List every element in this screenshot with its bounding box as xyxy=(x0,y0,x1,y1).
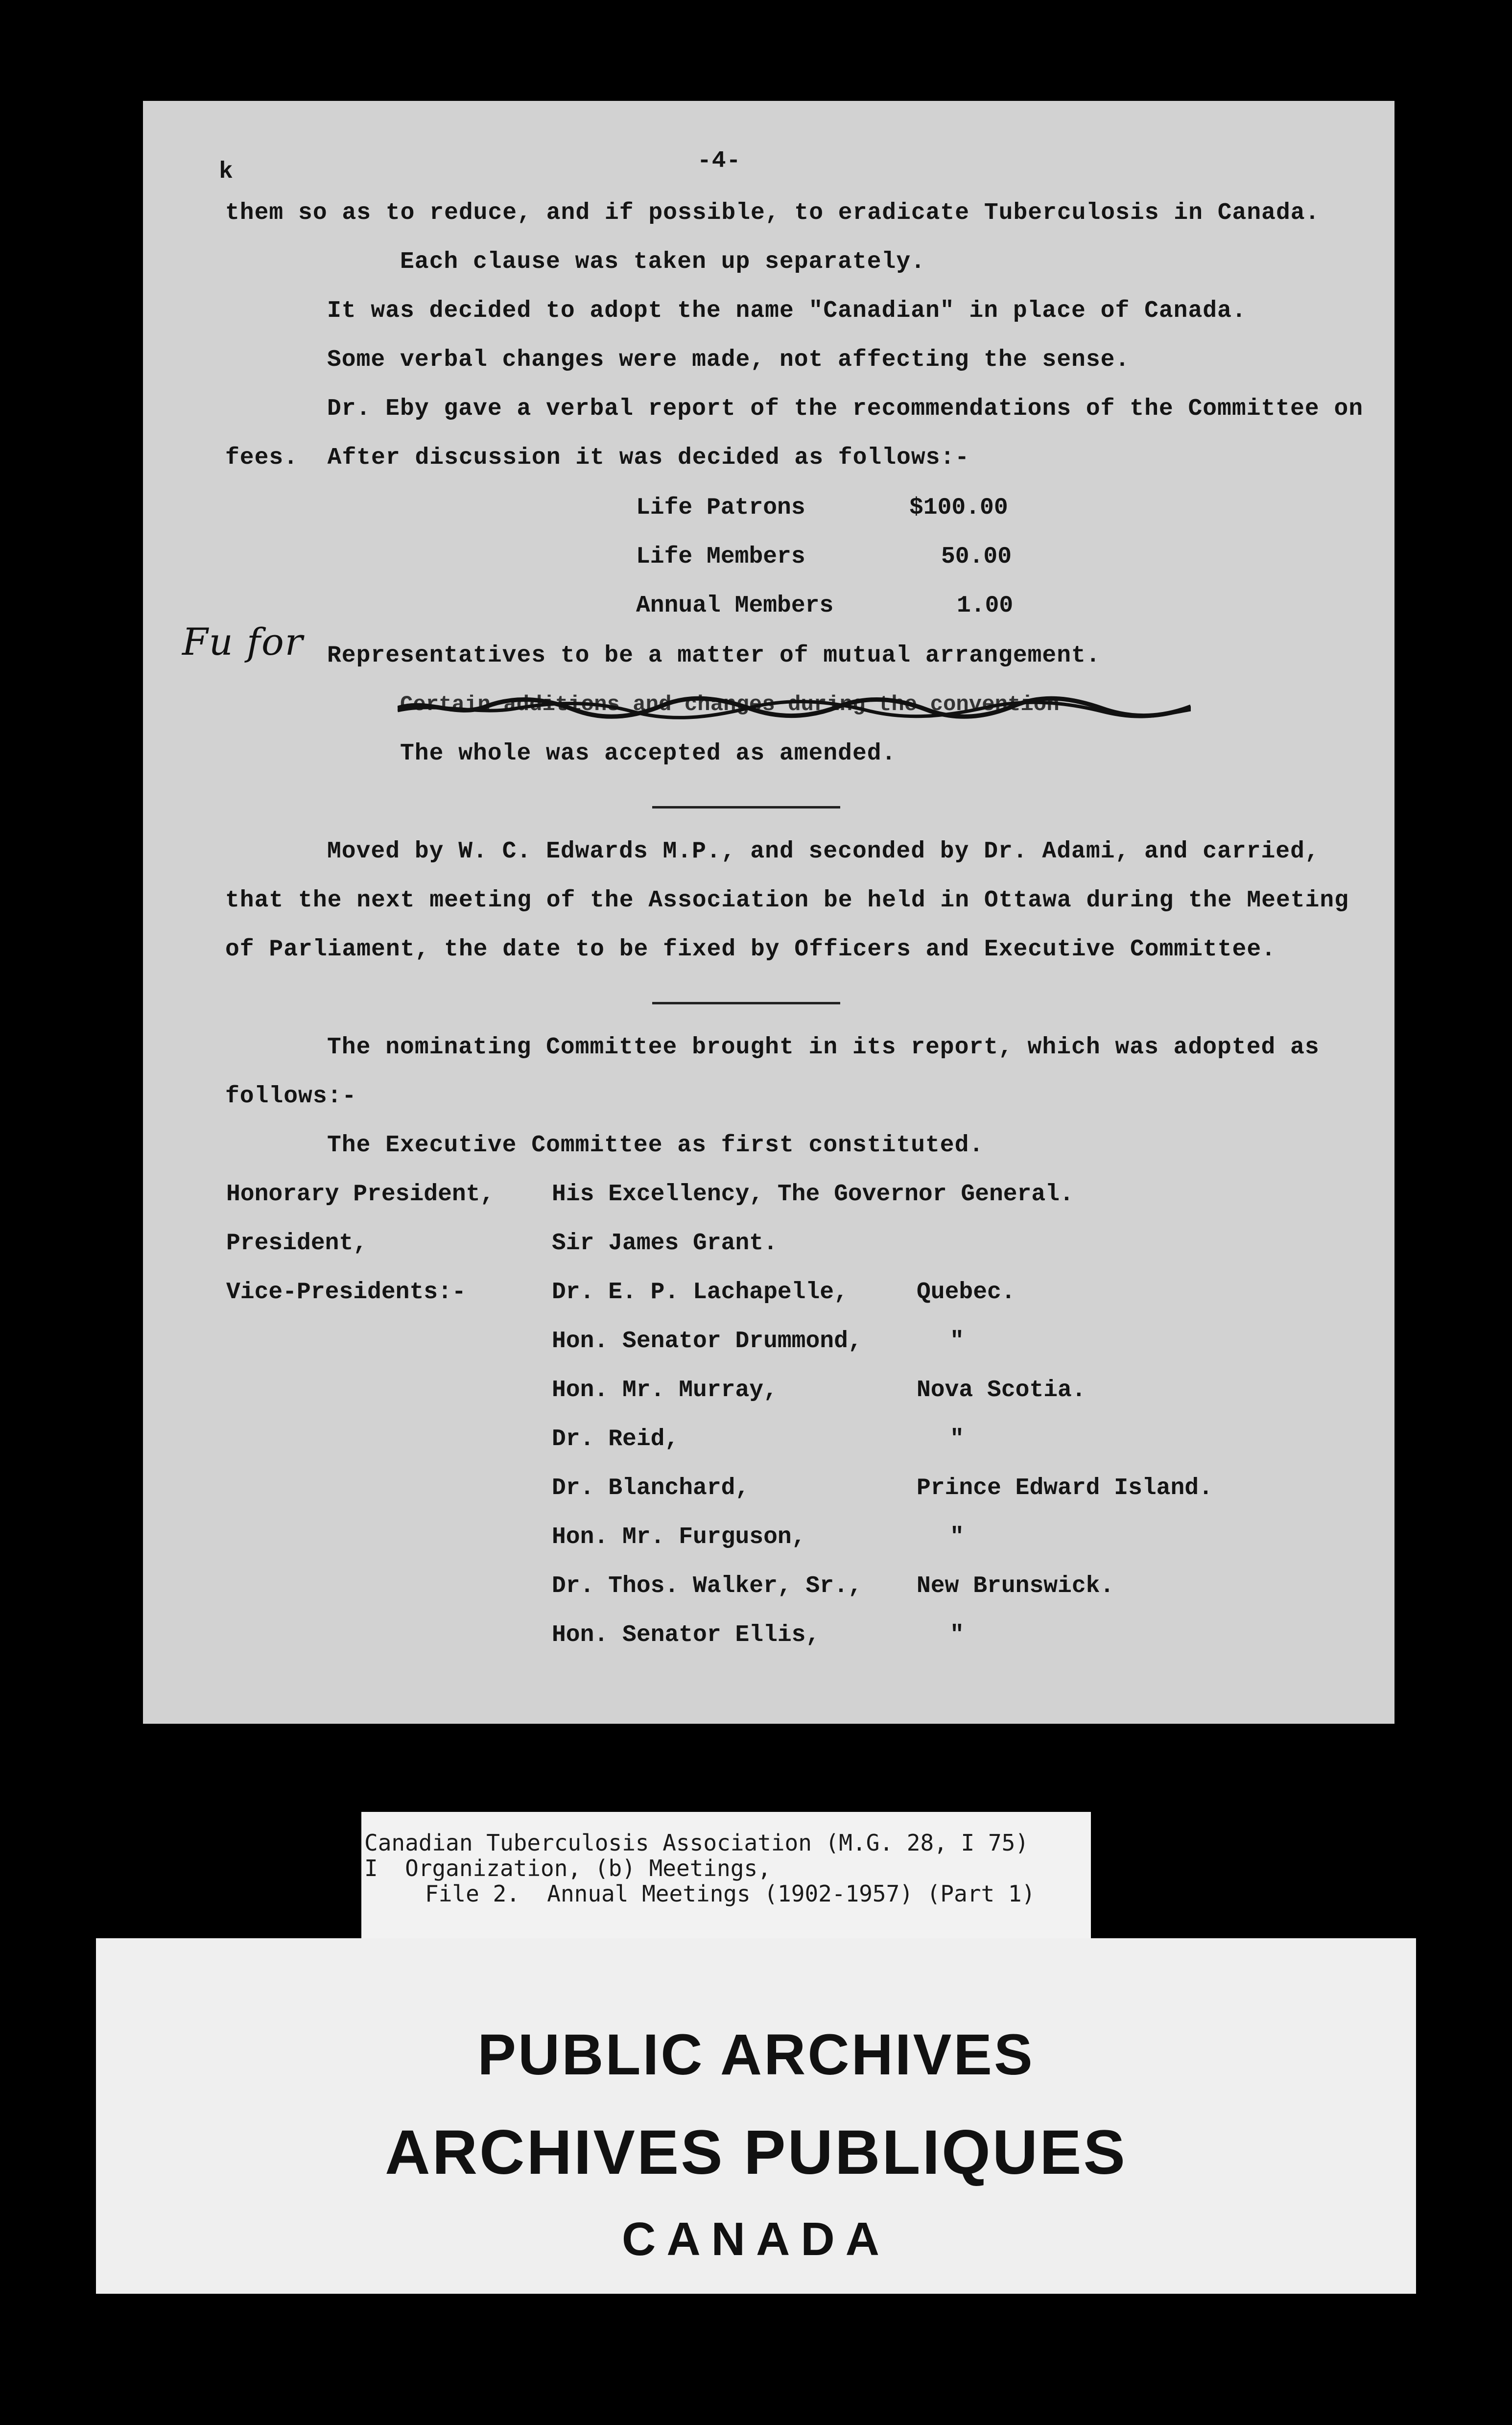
page-number: -4- xyxy=(697,148,741,174)
section-divider-2 xyxy=(652,1002,840,1004)
text-line-1: them so as to reduce, and if possible, to eradicate Tuberculosis in Canada. xyxy=(225,200,1320,226)
fee-amount-annual-members: 1.00 xyxy=(957,593,1014,619)
struck-out-line: Certain additions and changes during the convention xyxy=(400,692,1060,717)
officer-title: President, xyxy=(226,1230,368,1257)
nominating-line-1: The nominating Committee brought in its report, which was adopted as xyxy=(327,1034,1320,1061)
accepted-line: The whole was accepted as amended. xyxy=(400,740,897,767)
officer-name: Dr. Thos. Walker, Sr., xyxy=(552,1573,862,1599)
catalog-line-1: Canadian Tuberculosis Association (M.G. 28, I 75) xyxy=(364,1830,1029,1856)
text-line-4: Some verbal changes were made, not affecting the sense. xyxy=(327,347,1130,373)
corner-mark: k xyxy=(219,159,234,185)
motion-line-1: Moved by W. C. Edwards M.P., and seconded by Dr. Adami, and carried, xyxy=(327,838,1320,865)
officer-name: His Excellency, The Governor General. xyxy=(552,1181,1074,1208)
motion-line-2: that the next meeting of the Association be held in Ottawa during the Meeting xyxy=(225,887,1349,914)
officer-name: Dr. Blanchard, xyxy=(552,1475,750,1501)
officer-province: Quebec. xyxy=(917,1279,1016,1306)
fee-label-life-patrons: Life Patrons xyxy=(636,495,805,521)
representatives-line: Representatives to be a matter of mutual arrangement. xyxy=(327,642,1101,669)
text-line-6: fees. After discussion it was decided as follows:- xyxy=(225,445,970,471)
ditto-mark: " xyxy=(950,1328,964,1355)
text-line-5: Dr. Eby gave a verbal report of the recommendations of the Committee on xyxy=(327,396,1364,422)
fee-label-life-members: Life Members xyxy=(636,544,805,570)
ditto-mark: " xyxy=(950,1426,964,1452)
ditto-mark: " xyxy=(950,1622,964,1648)
text-line-3: It was decided to adopt the name "Canadian" in place of Canada. xyxy=(327,298,1247,324)
fee-label-annual-members: Annual Members xyxy=(636,593,834,619)
motion-line-3: of Parliament, the date to be fixed by Officers and Executive Committee. xyxy=(225,936,1276,963)
officer-name: Hon. Mr. Murray, xyxy=(552,1377,778,1403)
officer-name: Hon. Mr. Furguson, xyxy=(552,1524,806,1550)
officer-province: New Brunswick. xyxy=(917,1573,1114,1599)
banner-public-archives: PUBLIC ARCHIVES xyxy=(477,2022,1035,2087)
section-divider-1 xyxy=(652,806,840,808)
catalog-reference-label xyxy=(361,1812,1091,1940)
officer-title: Honorary President, xyxy=(226,1181,495,1208)
fee-amount-life-members: 50.00 xyxy=(941,544,1012,570)
officer-title: Vice-Presidents:- xyxy=(226,1279,466,1306)
scanned-document-page xyxy=(143,101,1394,1724)
text-line-2: Each clause was taken up separately. xyxy=(400,249,925,275)
officer-name: Dr. Reid, xyxy=(552,1426,679,1452)
fee-amount-life-patrons: $100.00 xyxy=(909,495,1008,521)
catalog-line-2: I Organization, (b) Meetings, xyxy=(364,1855,771,1881)
nominating-line-2: follows:- xyxy=(225,1083,357,1110)
officer-name: Hon. Senator Drummond, xyxy=(552,1328,862,1355)
officer-name: Sir James Grant. xyxy=(552,1230,778,1257)
officer-name: Hon. Senator Ellis, xyxy=(552,1622,820,1648)
strikethrough-scribble xyxy=(398,696,1191,720)
officer-province: Nova Scotia. xyxy=(917,1377,1086,1403)
banner-canada: CANADA xyxy=(622,2213,890,2265)
handwritten-correction: Fu for xyxy=(182,620,304,664)
ditto-mark: " xyxy=(950,1524,964,1550)
officer-province: Prince Edward Island. xyxy=(917,1475,1213,1501)
banner-archives-publiques: ARCHIVES PUBLIQUES xyxy=(385,2117,1127,2187)
catalog-line-3: File 2. Annual Meetings (1902-1957) (Part 1) xyxy=(425,1880,1036,1907)
officer-name: Dr. E. P. Lachapelle, xyxy=(552,1279,848,1306)
archives-stamp-banner xyxy=(96,1938,1416,2294)
executive-committee-line: The Executive Committee as first constituted. xyxy=(327,1132,984,1159)
